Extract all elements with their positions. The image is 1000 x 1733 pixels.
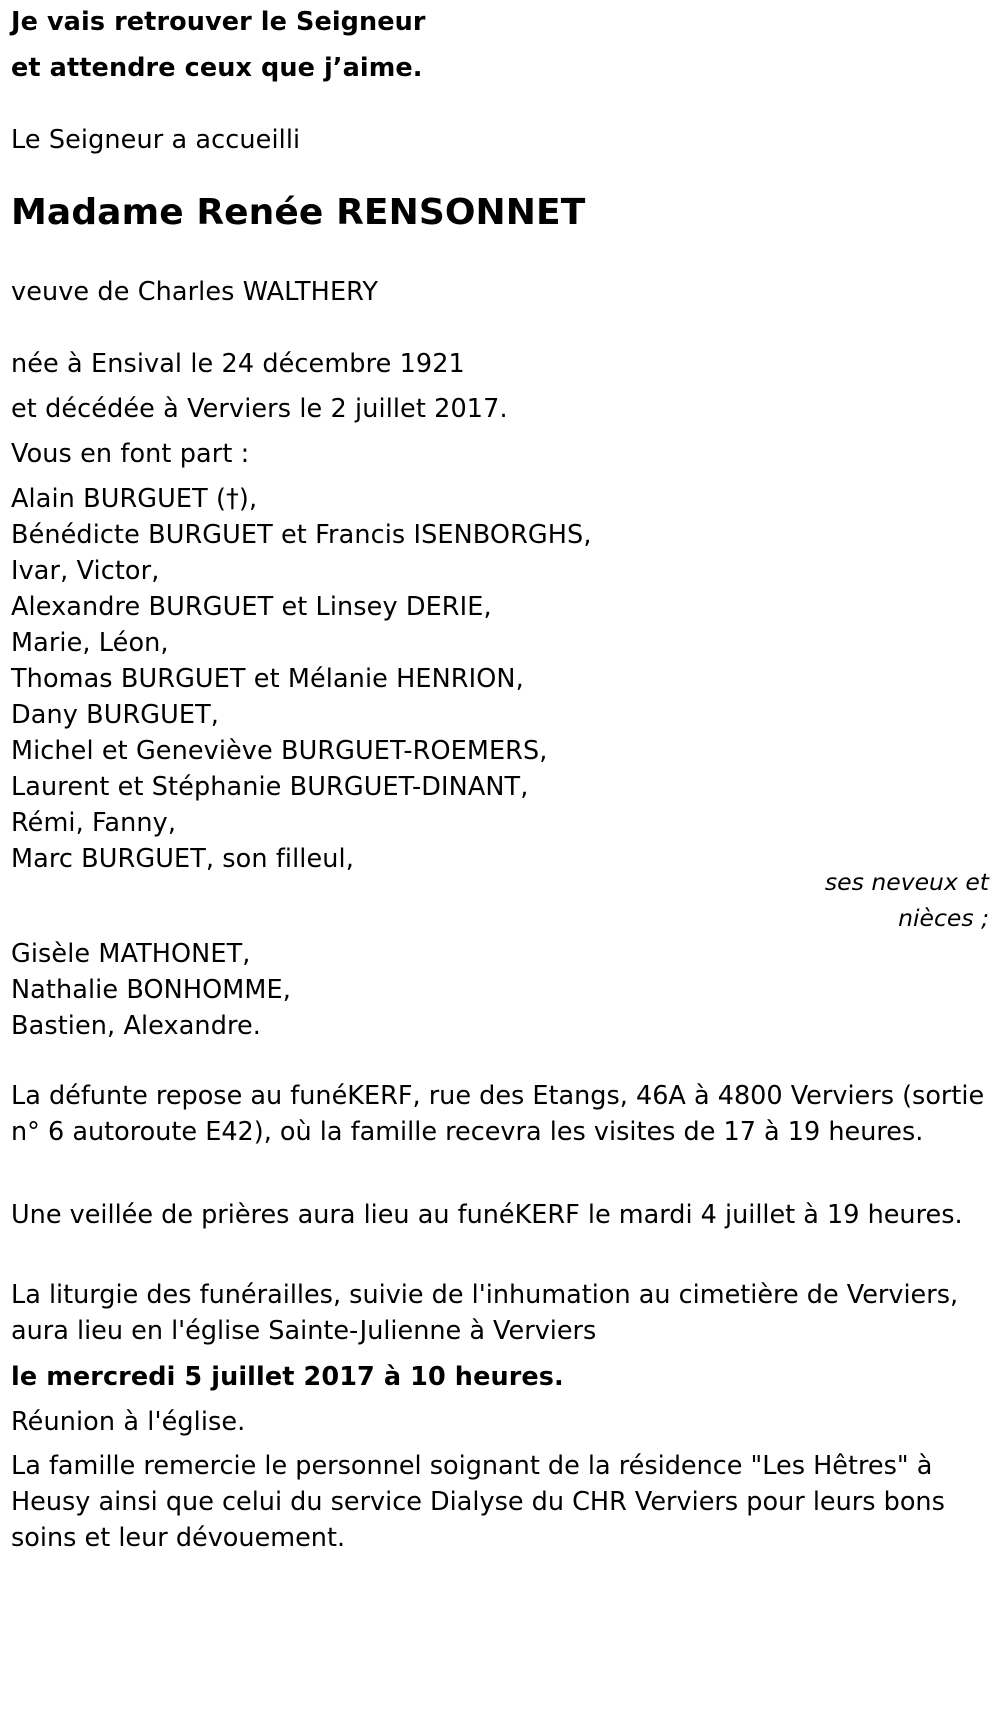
family-member: Alexandre BURGUET et Linsey DERIE, bbox=[11, 592, 492, 622]
family-member: Thomas BURGUET et Mélanie HENRION, bbox=[11, 664, 524, 694]
epigraph-line-2: et attendre ceux que j’aime. bbox=[11, 53, 423, 83]
vigil-text: Une veillée de prières aura lieu au funéKERF le mardi 4 juillet à 19 heures. bbox=[11, 1200, 963, 1230]
announcement-intro: Vous en font part : bbox=[11, 439, 250, 469]
meeting-text: Réunion à l'église. bbox=[11, 1407, 246, 1437]
death-text: et décédée à Verviers le 2 juillet 2017. bbox=[11, 394, 508, 424]
family-member: Marie, Léon, bbox=[11, 628, 169, 658]
family-member: Rémi, Fanny, bbox=[11, 808, 177, 838]
family-member: Ivar, Victor, bbox=[11, 556, 160, 586]
family-member: Marc BURGUET, son filleul, bbox=[11, 844, 354, 874]
family-member: Michel et Geneviève BURGUET-ROEMERS, bbox=[11, 736, 548, 766]
family-member: Dany BURGUET, bbox=[11, 700, 220, 730]
family-member: Laurent et Stéphanie BURGUET-DINANT, bbox=[11, 772, 529, 802]
visitation-text: La défunte repose au funéKERF, rue des Etangs, 46A à 4800 Verviers (sortie n° 6 autoroute E42), où la famille recevra les visites de 17 à 19 heures. bbox=[11, 1081, 985, 1147]
thanks-text: La famille remercie le personnel soignant de la résidence "Les Hêtres" à Heusy ainsi que celui du service Dialyse du CHR Verviers pour leurs bons soins et leur dévouement. bbox=[11, 1451, 945, 1553]
family-member: Nathalie BONHOMME, bbox=[11, 975, 291, 1005]
epigraph-line-1: Je vais retrouver le Seigneur bbox=[11, 7, 426, 37]
spouse-text: veuve de Charles WALTHERY bbox=[11, 277, 379, 307]
intro-text: Le Seigneur a accueilli bbox=[11, 125, 301, 155]
relation-line-2: nièces ; bbox=[898, 904, 989, 932]
funeral-date: le mercredi 5 juillet 2017 à 10 heures. bbox=[11, 1362, 564, 1392]
birth-text: née à Ensival le 24 décembre 1921 bbox=[11, 349, 465, 379]
family-member: Bastien, Alexandre. bbox=[11, 1011, 262, 1041]
liturgy-text: La liturgie des funérailles, suivie de l'inhumation au cimetière de Verviers, aura lieu en l'église Sainte-Julienne à Verviers bbox=[11, 1280, 959, 1346]
family-member: Gisèle MATHONET, bbox=[11, 939, 251, 969]
deceased-name: Madame Renée RENSONNET bbox=[11, 192, 586, 233]
family-member: Bénédicte BURGUET et Francis ISENBORGHS, bbox=[11, 520, 592, 550]
relation-line-1: ses neveux et bbox=[824, 868, 989, 896]
family-member: Alain BURGUET (†), bbox=[11, 484, 258, 514]
